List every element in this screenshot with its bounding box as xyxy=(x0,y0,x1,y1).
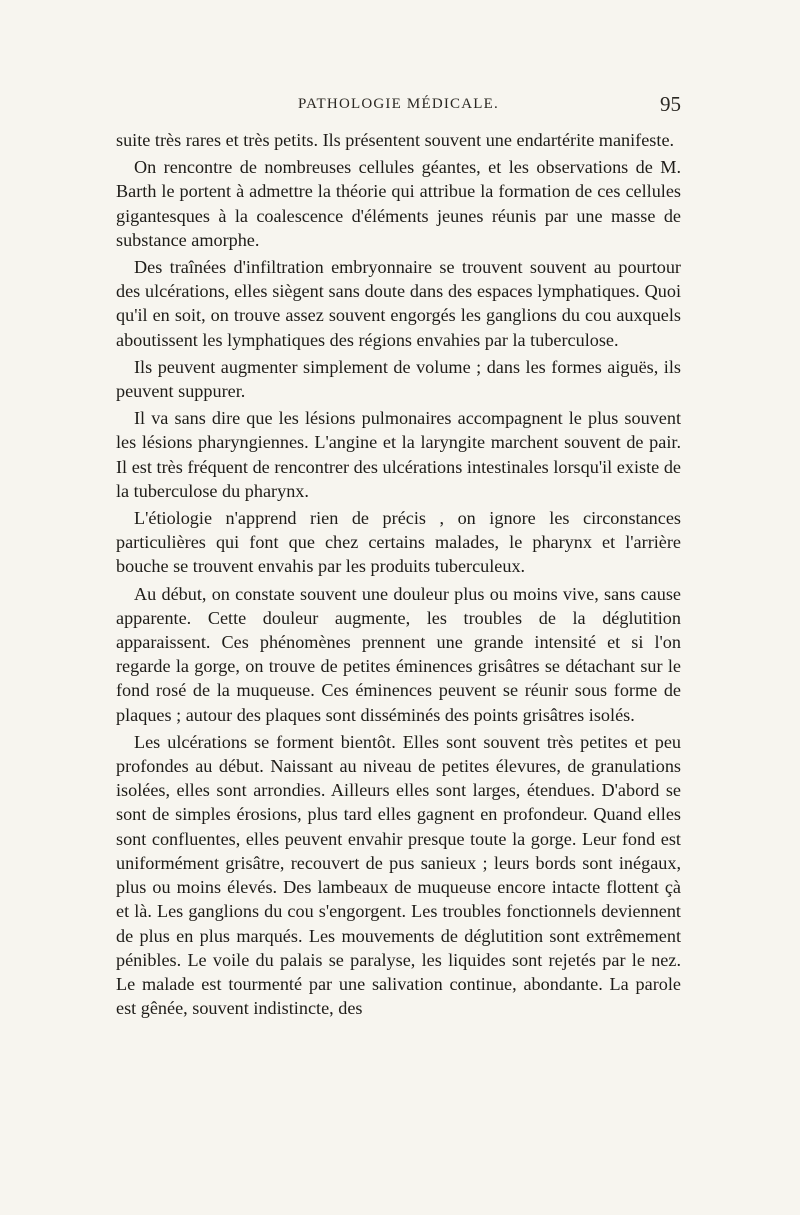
paragraph-ganglions: Ils peuvent augmenter simplement de volume ; dans les formes aiguës, ils peuvent suppurer. xyxy=(116,356,681,402)
paragraph-infiltration: Des traînées d'infiltration embryonnaire se trouvent souvent au pourtour des ulcérations, elles siègent sans doute dans des espaces lymphatiques. Quoi qu'il en soit, on trouve assez souvent engorgés les ganglions du cou auxquels aboutissent les lymphatiques des régions envahies par la tuberculose. xyxy=(116,257,681,350)
body-text xyxy=(116,128,681,1023)
paragraph-ulcerations: Les ulcérations se forment bientôt. Elles sont souvent très petites et peu profondes au début. Naissant au niveau de petites élevures, de granulations isolées, elles sont arrondies. Ailleurs elles sont larges, étendues. D'abord se sont de simples érosions, plus tard elles gagnent en profondeur. Quand elles sont confluentes, elles peuvent envahir presque toute la gorge. Leur fond est uniformément grisâtre, recouvert de pus sanieux ; leurs bords sont inégaux, plus ou moins élevés. Des lambeaux de muqueuse encore intacte flottent çà et là. Les ganglions du cou s'engorgent. Les troubles fonctionnels deviennent de plus en plus marqués. Les mouvements de déglutition sont extrêmement pénibles. Le voile du palais se paralyse, les liquides sont rejetés par le nez. Le malade est tourmenté par une salivation continue, abondante. La parole est gênée, souvent indistincte, des xyxy=(116,731,681,1019)
page-header xyxy=(116,92,681,118)
paragraph-etiology: L'étiologie n'apprend rien de précis , on ignore les circonstances particulières qui font que chez certains malades, le pharynx et l'arrière bouche se trouvent envahis par les produits tuberculeux. xyxy=(116,508,681,577)
paragraph-pulmonary-lesions: Il va sans dire que les lésions pulmonaires accompagnent le plus souvent les lésions pharyngiennes. L'angine et la laryngite marchent souvent de pair. Il est très fréquent de rencontrer des ulcérations intestinales lorsqu'il existe de la tuberculose du pharynx. xyxy=(116,408,681,501)
running-title: PATHOLOGIE MÉDICALE. xyxy=(298,96,499,112)
paragraph-giant-cells: On rencontre de nombreuses cellules géantes, et les observations de M. Barth le portent à admettre la théorie qui attribue la formation de ces cellules gigantesques à la coalescence d'éléments jeunes réunis par une masse de substance amorphe. xyxy=(116,157,681,250)
paragraph-continued: suite très rares et très petits. Ils présentent souvent une endartérite manifeste. xyxy=(116,130,675,150)
page-number: 95 xyxy=(660,92,681,116)
paragraph-onset: Au début, on constate souvent une douleur plus ou moins vive, sans cause apparente. Cette douleur augmente, les troubles de la déglutition apparaissent. Ces phénomènes prennent une grande intensité et si l'on regarde la gorge, on trouve de petites éminences grisâtres se détachant sur le fond rosé de la muqueuse. Ces éminences peuvent se réunir sous forme de plaques ; autour des plaques sont disséminés des points grisâtres isolés. xyxy=(116,583,681,725)
